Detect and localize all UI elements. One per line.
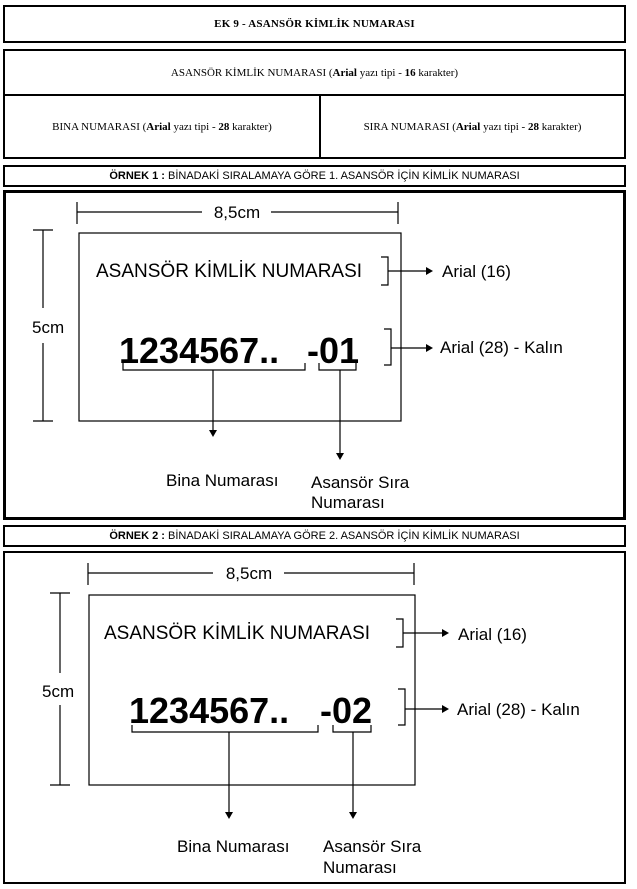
- building-arrow-icon: [209, 430, 217, 437]
- example-1-title-box: [3, 165, 626, 187]
- plate-title: ASANSÖR KİMLİK NUMARASI: [104, 623, 371, 644]
- title-font-arrow-icon: [442, 629, 449, 637]
- label-building-number: Bina Numarası: [177, 837, 290, 856]
- document-title-box: [3, 5, 626, 43]
- number-font-arrow-icon: [442, 705, 449, 713]
- height-label: 5cm: [32, 318, 65, 337]
- width-label: 8,5cm: [213, 203, 261, 222]
- height-label: 5cm: [42, 682, 75, 701]
- label-sequence-line-2: Numarası: [311, 493, 385, 512]
- sequence-arrow-icon: [349, 812, 357, 819]
- id-number-spec-box: [3, 49, 626, 94]
- example-2-diagram: [5, 553, 624, 882]
- sequence-number: -02: [320, 690, 373, 731]
- id-number-spec: ASANSÖR KİMLİK NUMARASI (Arial yazı tipi - 16 karakter): [170, 66, 459, 79]
- building-number: 1234567..: [119, 330, 280, 371]
- font-note-large: Arial (28) - Kalın: [440, 338, 563, 357]
- example-2-title: ÖRNEK 2 : BİNADAKİ SIRALAMAYA GÖRE 2. ASANSÖR İÇİN KİMLİK NUMARASI: [109, 530, 520, 542]
- font-note-small: Arial (16): [442, 262, 511, 281]
- example-1-diagram: [6, 193, 623, 517]
- title-font-arrow-icon: [426, 267, 433, 275]
- number-font-arrow-icon: [426, 344, 433, 352]
- sequence-arrow-icon: [336, 453, 344, 460]
- building-number: 1234567..: [129, 690, 290, 731]
- label-sequence-line-1: Asansör Sıra: [311, 473, 410, 492]
- font-note-large: Arial (28) - Kalın: [457, 700, 580, 719]
- sira-spec-box: [319, 94, 626, 159]
- example-1-title: ÖRNEK 1 : BİNADAKİ SIRALAMAYA GÖRE 1. ASANSÖR İÇİN KİMLİK NUMARASI: [109, 170, 520, 182]
- example-2-panel: [3, 551, 626, 884]
- document-title: EK 9 - ASANSÖR KİMLİK NUMARASI: [214, 18, 415, 30]
- example-1-panel: [3, 190, 626, 520]
- bina-spec-box: [3, 94, 321, 159]
- plate-title: ASANSÖR KİMLİK NUMARASI: [96, 261, 363, 282]
- building-arrow-icon: [225, 812, 233, 819]
- width-label: 8,5cm: [225, 564, 273, 583]
- sira-spec: SIRA NUMARASI (Arial yazı tipi - 28 karakter): [363, 120, 582, 133]
- bina-spec: BINA NUMARASI (Arial yazı tipi - 28 karakter): [52, 120, 272, 133]
- label-building-number: Bina Numarası: [166, 471, 279, 490]
- example-2-title-box: [3, 525, 626, 547]
- sequence-number: -01: [307, 330, 360, 371]
- font-note-small: Arial (16): [458, 625, 527, 644]
- label-sequence-line-2: Numarası: [323, 858, 397, 877]
- label-sequence-line-1: Asansör Sıra: [323, 837, 422, 856]
